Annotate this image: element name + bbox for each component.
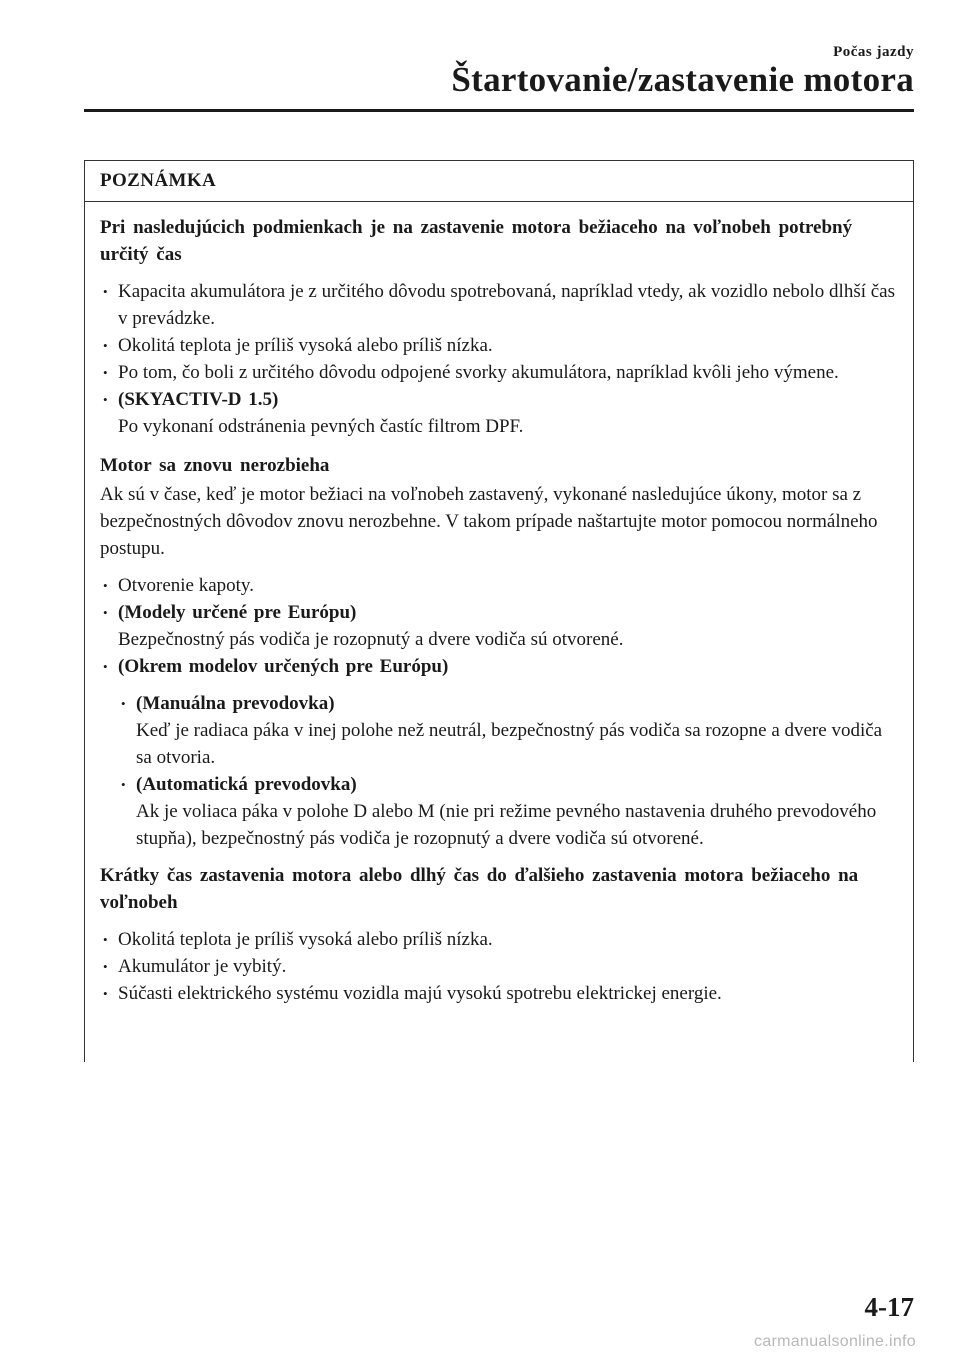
section-3-title: Krátky čas zastavenia motora alebo dlhý čas do ďalšieho zastavenia motora bežiaceho na voľnobeh — [100, 865, 859, 913]
section-2-title: Motor sa znovu nerozbieha — [100, 455, 330, 476]
list-item: • Súčasti elektrického systému vozidla majú vysokú spotrebu elektrickej energie. — [100, 980, 895, 1007]
watermark: carmanualsonline.info — [754, 1333, 916, 1350]
list-item: • Okolitá teplota je príliš vysoká alebo príliš nízka. — [100, 926, 895, 953]
section-label: Počas jazdy — [833, 44, 914, 60]
header-divider — [84, 109, 914, 112]
list-item: • Akumulátor je vybitý. — [100, 953, 895, 980]
sub-item-heading: • (Automatická prevodovka) — [136, 774, 357, 795]
list-item: • Po tom, čo boli z určitého dôvodu odpojené svorky akumulátora, napríklad kvôli jeho výmene. — [100, 359, 895, 386]
list-item-text: Po vykonaní odstránenia pevných častíc filtrom DPF. — [118, 416, 524, 437]
list-item-text: Bezpečnostný pás vodiča je rozopnutý a dvere vodiča sú otvorené. — [118, 629, 624, 650]
note-heading: POZNÁMKA — [85, 161, 913, 202]
sub-item-text: Ak je voliaca páka v polohe D alebo M (nie pri režime pevného nastavenia druhého prevodového stupňa), bezpečnostný pás vodiča je rozopnutý a dvere vodiča sú otvorené. — [136, 801, 877, 849]
list-item — [100, 653, 895, 852]
section-3-list — [100, 926, 895, 1007]
sub-list-item — [118, 771, 895, 852]
section-1-list — [100, 278, 895, 440]
sub-item-text: Keď je radiaca páka v inej polohe než neutrál, bezpečnostný pás vodiča sa rozopne a dvere vodiča sa otvoria. — [136, 720, 883, 768]
list-item: • Kapacita akumulátora je z určitého dôvodu spotrebovaná, napríklad vtedy, ak vozidlo nebolo dlhší čas v prevádzke. — [100, 278, 895, 332]
section-1-title: Pri nasledujúcich podmienkach je na zastavenie motora bežiaceho na voľnobeh potrebný určitý čas — [100, 217, 853, 265]
list-item-heading: • (Modely určené pre Európu) — [118, 602, 357, 623]
page-title: Štartovanie/zastavenie motora — [451, 60, 914, 99]
section-2-list — [100, 572, 895, 852]
section-2-paragraph: Ak sú v čase, keď je motor bežiaci na voľnobeh zastavený, vykonané nasledujúce úkony, motor sa z bezpečnostných dôvodov znovu nerozbehne. V takom prípade naštartujte motor pomocou normálneho postupu. — [100, 484, 878, 559]
note-body — [85, 202, 913, 1007]
list-item-heading: • (Okrem modelov určených pre Európu) — [118, 656, 449, 677]
list-item-heading: • (SKYACTIV-D 1.5) — [118, 389, 279, 410]
list-item — [100, 386, 895, 440]
list-item: • Okolitá teplota je príliš vysoká alebo príliš nízka. — [100, 332, 895, 359]
sub-list-item — [118, 690, 895, 771]
sub-list — [118, 690, 895, 852]
list-item: • Otvorenie kapoty. — [100, 572, 895, 599]
note-box — [84, 160, 914, 1062]
sub-item-heading: • (Manuálna prevodovka) — [136, 693, 335, 714]
page-number: 4-17 — [864, 1292, 914, 1322]
list-item — [100, 599, 895, 653]
